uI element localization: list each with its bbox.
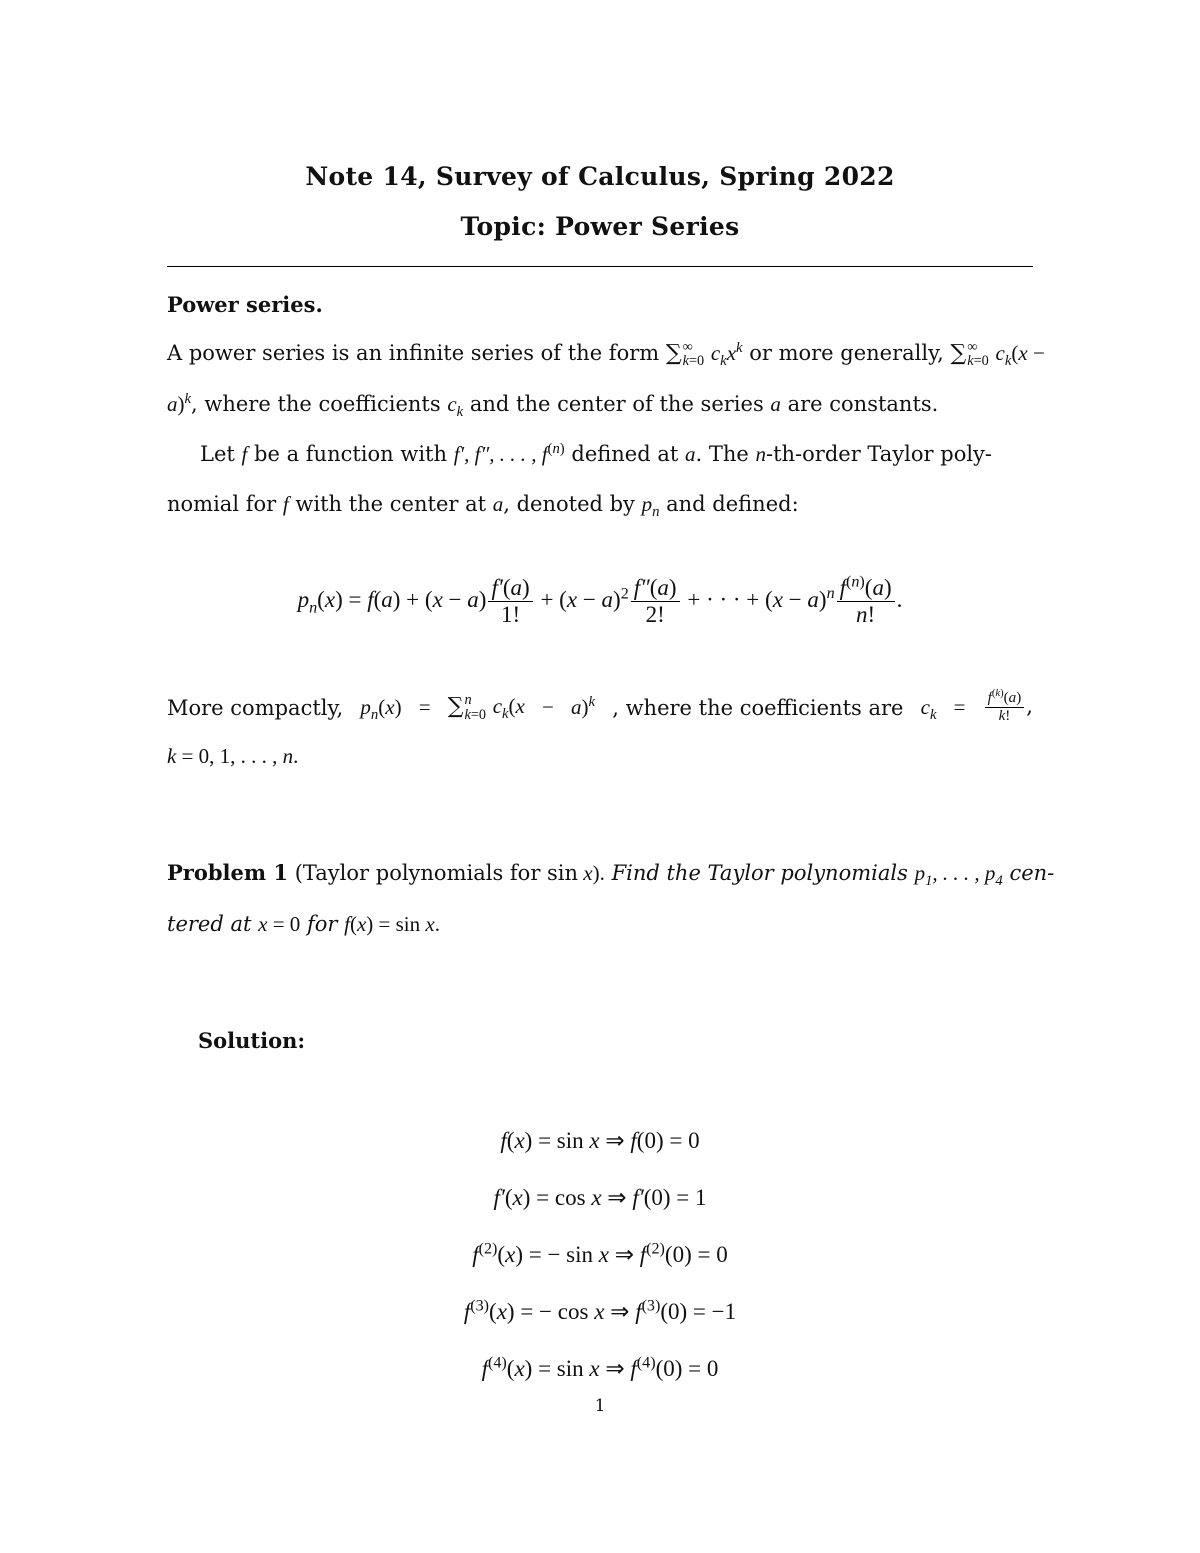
p2-text-c: defined at [571,442,679,466]
paragraph-taylor-line1 [200,442,992,467]
math-a-k: a)$^k$ [571,694,596,719]
math-ck-x-minus: $c_k(x$ − [995,340,1045,369]
math-ck: $c_k$ [447,392,464,421]
sum-symbol: ∑ [665,340,682,366]
p2-text-e: -th-order Taylor poly- [766,442,993,466]
math-x: x [578,861,593,885]
problem-label: Problem 1 [167,860,289,885]
fraction-nth-term: $\frac{f^{(n)}(a)}{n!}$ [837,575,895,628]
sum-limits: ∞ k=0 [967,339,989,370]
math-n: n [755,442,766,466]
derivative-eq-2: $f^{(2)}(x)$ = − sin x ⇒ $f^{(2)}(0) = 0$ [472,1240,728,1267]
page-subtitle: Topic: Power Series [460,212,740,241]
p1-text-e: are constants. [787,392,939,416]
math-x-eq-0: x = 0 [258,912,301,936]
math-ckxk: $c_kx^k$ [710,339,743,369]
taylor-polynomial-equation: $p_n(x) = f(a) + (x - a)$ $\frac{f'(a)}{1!}$ + $(x - a)^2$ $\frac{f''(a)}{2!}$ + · · · + $(x - a)^n$ $\frac{f^{(n)}(a)}{n!}$ . [297,573,903,627]
problem-italic-b: cen- [1009,861,1055,885]
derivative-eq-3: $f^{(3)}(x)$ = − cos x ⇒ $f^{(3)}(0) = -1$ [463,1297,737,1324]
p2-text-g: with the center at [295,492,487,516]
math-f: f [241,442,248,466]
p1-text-c: , where the coefficients [191,392,441,416]
derivative-eq-4: $f^{(4)}(x) = \sin x$ ⇒ $f^{(4)}(0) = 0$ [481,1354,719,1381]
math-ck-definition: $\frac{f^{(k)}(a)}{k!}$ , [983,690,1033,725]
title-divider [167,266,1033,267]
math-a-k: a)$^k$ [167,391,192,416]
math-derivatives-list: f′, f″, . . . , $f^{(n)}$ [453,441,565,466]
paragraph-power-series-line2 [167,391,939,421]
problem-italic-c: tered at [167,912,252,936]
math-pn: $p_n$ [641,492,660,521]
math-f-eq-sin: f(x) = sin x. [344,912,440,936]
math-p1-p4: $p_1$, . . . , $p_4$ [914,861,1003,890]
math-pn-x: $p_n(x)$ [360,695,402,724]
p2-text-a: Let [200,442,235,466]
section-heading: Power series. [167,292,323,317]
p3-text-a: More compactly, [167,695,344,720]
math-k-range: k = 0, 1, . . . , n. [167,744,299,768]
derivative-eq-1: f′(x) = cos x ⇒ f′(0) = 1 [493,1185,707,1210]
p2-text-b: be a function with [254,442,448,466]
p1-text-a: A power series is an infinite series of the form [167,340,660,365]
p1-text-b: or more generally, [749,340,944,365]
derivative-eq-0: f(x) = sin x ⇒ f(0) = 0 [500,1128,700,1153]
sum-limits: ∞ k=0 [682,339,705,370]
math-f: f [282,492,289,516]
paragraph-power-series-line1 [167,340,1045,369]
problem-1-line2 [167,912,440,937]
fraction-second-term: $\frac{f''(a)}{2!}$ [631,575,680,628]
paragraph-taylor-line2 [167,492,799,521]
math-a: a [492,492,504,516]
p1-text-d: and the center of the series [469,392,764,416]
math-a: a [770,392,781,416]
problem-paren-text: (Taylor polynomials for sin [294,861,579,885]
page-title: Note 14, Survey of Calculus, Spring 2022 [305,162,895,191]
solution-label: Solution: [198,1028,306,1053]
sum-symbol: ∑ [950,340,967,366]
p2-text-h: , denoted by [503,492,635,516]
math-compact-sum: ∑ n k=0 $c_k(x$ [447,692,525,723]
p2-text-d: . The [695,442,749,466]
math-a: a [685,442,696,466]
paragraph-compact-line2 [167,744,298,769]
fraction-first-term: $\frac{f'(a)}{1!}$ [488,575,532,628]
p2-text-i: and defined: [666,492,799,516]
problem-italic-d: for [306,912,338,936]
p3-text-b: , where the coefficients are [612,695,904,720]
p2-text-f: nomial for [167,492,277,516]
page-number: 1 [594,1396,606,1416]
paragraph-compact-line1: More compactly, $p_n(x)$ = ∑ n k=0 $c_k(x$ − a)$^k$ , where the coefficients are $c_k$ = $\frac{f^{(k)}(a)}{k!}$ , [167,687,1033,724]
problem-italic-a: Find the Taylor polynomials [611,861,908,885]
math-ck: $c_k$ [920,695,937,724]
problem-1-line1: Problem 1 (Taylor polynomials for sin x). Find the Taylor polynomials $p_1$, . . . , $p_4$ cen- [167,860,1055,890]
